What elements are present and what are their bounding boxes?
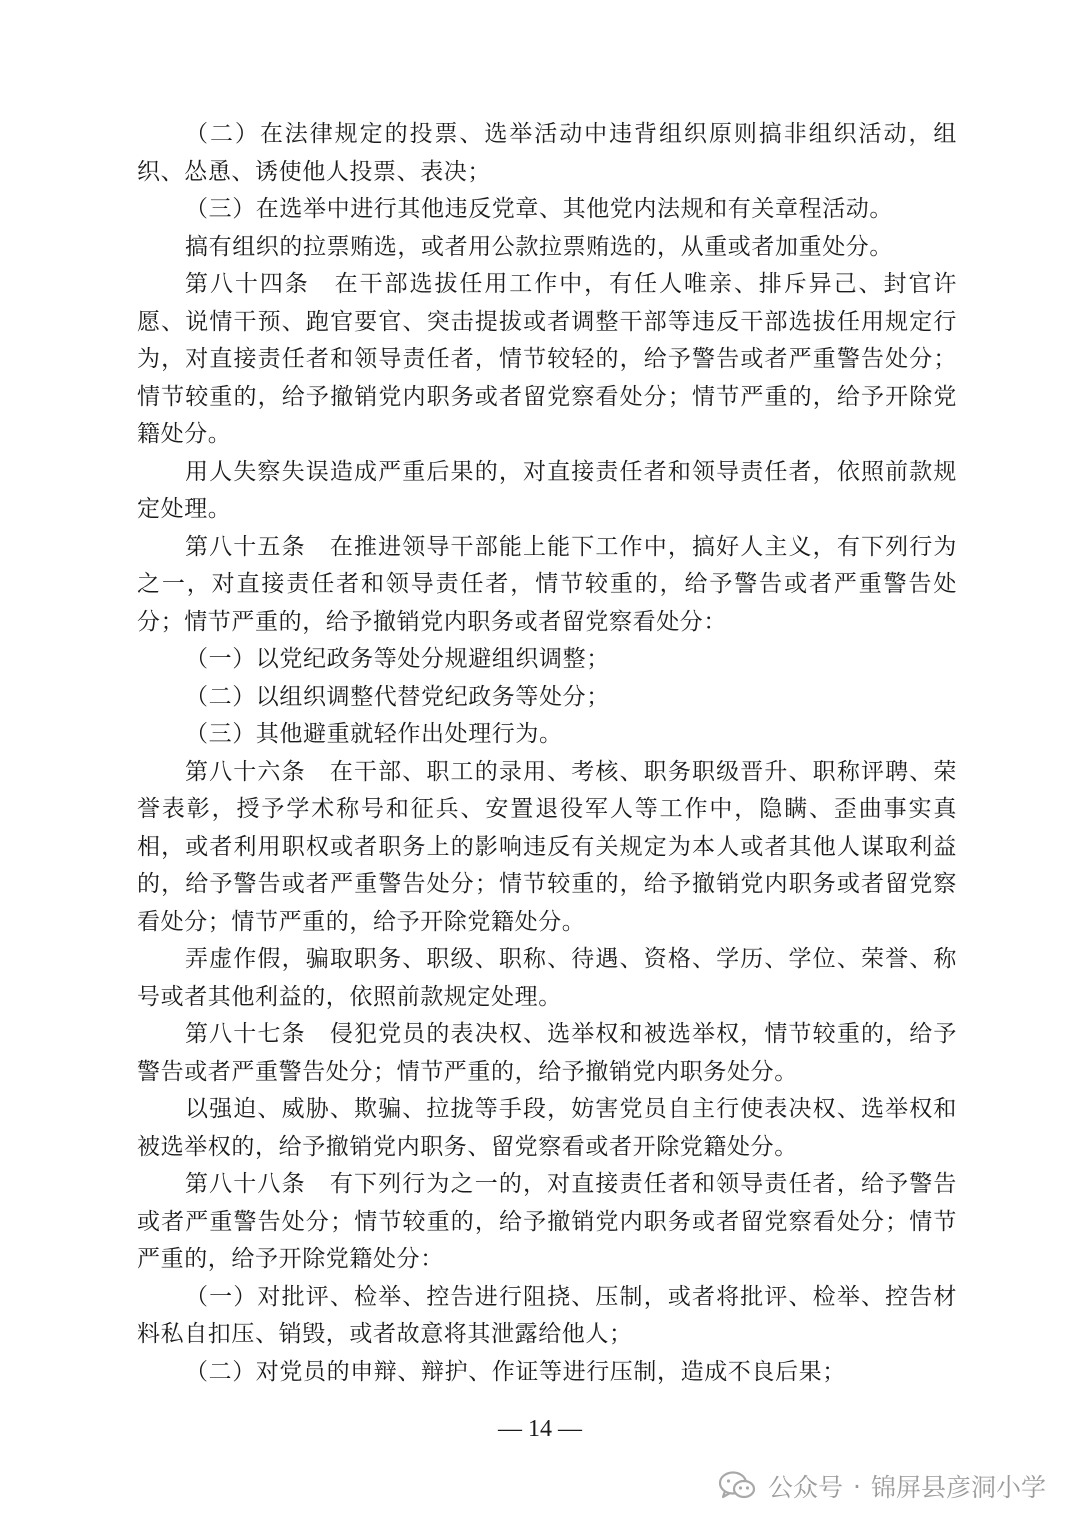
watermark-label: 公众号 [768, 1473, 844, 1502]
paragraph: 弄虚作假，骗取职务、职级、职称、待遇、资格、学历、学位、荣誉、称号或者其他利益的，依照前款规定处理。 [137, 946, 957, 1010]
article-body [137, 116, 957, 1391]
wechat-icon [718, 1470, 756, 1502]
watermark-account: 锦屏县彦洞小学 [870, 1473, 1046, 1502]
paragraph: （二）以组织调整代替党纪政务等处分； [185, 683, 610, 710]
paragraph: 第八十六条 在干部、职工的录用、考核、职务职级晋升、职称评聘、荣誉表彰，授予学术称号和征兵、安置退役军人等工作中，隐瞒、歪曲事实真相，或者利用职权或者职务上的影响违反有关规定为本人或者其他人谋取利益的，给予警告或者严重警告处分；情节较重的，给予撤销党内职务或者留党察看处分；情节严重的，给予开除党籍处分。 [137, 758, 957, 935]
paragraph: （一）以党纪政务等处分规避组织调整； [185, 646, 610, 672]
paragraph: 第八十七条 侵犯党员的表决权、选举权和被选举权，情节较重的，给予警告或者严重警告处分；情节严重的，给予撤销党内职务处分。 [137, 1021, 957, 1085]
watermark [718, 1466, 1046, 1506]
paragraph: 第八十五条 在推进领导干部能上能下工作中，搞好人主义，有下列行为之一，对直接责任者和领导责任者，情节较重的，给予警告或者严重警告处分；情节严重的，给予撤销党内职务或者留党察看处分： [137, 533, 957, 635]
paragraph: 第八十四条 在干部选拔任用工作中，有任人唯亲、排斥异己、封官许愿、说情干预、跑官要官、突击提拔或者调整干部等违反干部选拔任用规定行为，对直接责任者和领导责任者，情节较轻的，给予警告或者严重警告处分；情节较重的，给予撤销党内职务或者留党察看处分；情节严重的，给予开除党籍处分。 [137, 271, 957, 447]
paragraph: （三）在选举中进行其他违反党章、其他党内法规和有关章程活动。 [185, 196, 893, 222]
page-number: — 14 — [498, 1416, 582, 1442]
paragraph: 以强迫、威胁、欺骗、拉拢等手段，妨害党员自主行使表决权、选举权和被选举权的，给予撤销党内职务、留党察看或者开除党籍处分。 [137, 1096, 957, 1160]
paragraph: 第八十八条 有下列行为之一的，对直接责任者和领导责任者，给予警告或者严重警告处分；情节较重的，给予撤销党内职务或者留党察看处分；情节严重的，给予开除党籍处分： [137, 1171, 957, 1272]
paragraph: 搞有组织的拉票贿选，或者用公款拉票贿选的，从重或者加重处分。 [185, 233, 893, 260]
paragraph: （二）在法律规定的投票、选举活动中违背组织原则搞非组织活动，组织、怂恿、诱使他人投票、表决； [137, 121, 957, 185]
paragraph: （二）对党员的申辩、辩护、作证等进行压制，造成不良后果； [185, 1358, 846, 1385]
paragraph: 用人失察失误造成严重后果的，对直接责任者和领导责任者，依照前款规定处理。 [137, 458, 957, 522]
paragraph: （三）其他避重就轻作出处理行为。 [185, 721, 563, 747]
paragraph: （一）对批评、检举、控告进行阻挠、压制，或者将批评、检举、控告材料私自扣压、销毁，或者故意将其泄露给他人； [137, 1283, 957, 1347]
watermark-separator: · [853, 1471, 861, 1501]
